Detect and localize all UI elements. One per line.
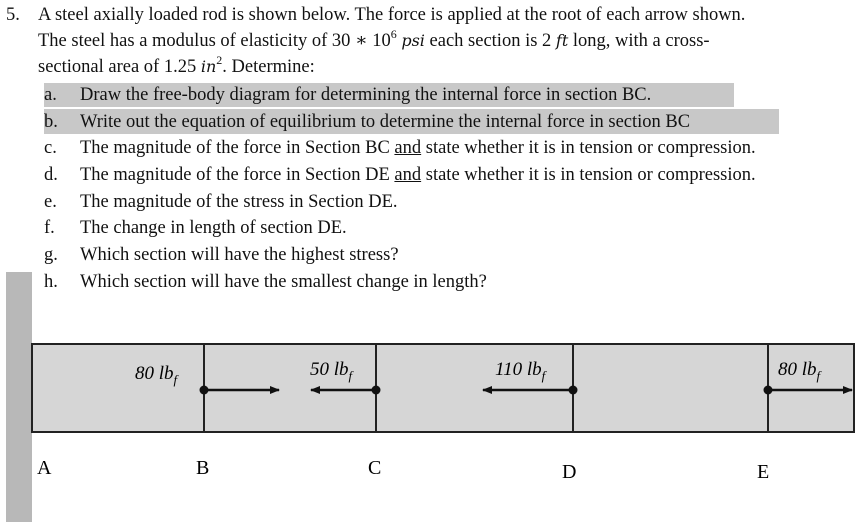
item-letter: h. (44, 272, 58, 292)
list-item-a (44, 82, 734, 107)
item-text: The magnitude of the force in Section BC and state whether it is in tension or compression. (80, 138, 756, 158)
list-item-b (44, 109, 779, 134)
item-letter: c. (44, 138, 57, 158)
area-exponent: 2 (216, 53, 223, 67)
item-text: Draw the free-body diagram for determining the internal force in section BC. (80, 85, 652, 105)
rod-body (32, 344, 854, 432)
point-label-c: C (368, 457, 382, 479)
force-label-b: 80 $lb_f$ (135, 363, 178, 387)
item-text: The magnitude of the force in Section DE and state whether it is in tension or compression. (80, 165, 756, 185)
item-text: The change in length of section DE. (80, 218, 347, 238)
modulus-exponent: 6 (390, 27, 397, 41)
point-label-b: B (196, 457, 210, 479)
modulus-text: The steel has a modulus of elasticity of 30 ∗ 10 (38, 31, 391, 51)
force-label-c: 50 $lb_f$ (310, 359, 353, 383)
rod-diagram (0, 272, 860, 522)
item-letter: f. (44, 218, 55, 238)
item-letter: d. (44, 165, 58, 185)
line-2-end: long, with a cross- (568, 31, 710, 51)
area-unit: in (200, 57, 217, 76)
item-text: Write out the equation of equilibrium to determine the internal force in section BC (80, 112, 691, 132)
problem-line-1: A steel axially loaded rod is shown below. The force is applied at the root of each arrow shown. (38, 5, 746, 25)
force-root-c (372, 386, 381, 395)
force-root-b (200, 386, 209, 395)
force-label-d: 110 $lb_f$ (495, 359, 546, 383)
item-letter: a. (44, 85, 57, 105)
point-label-a: A (37, 457, 52, 479)
area-text: sectional area of 1.25 (38, 57, 201, 77)
determine-text: . Determine: (222, 57, 315, 77)
wall-support (6, 272, 32, 522)
force-label-e: 80 $lb_f$ (778, 359, 821, 383)
problem-number: 5. (6, 5, 20, 25)
point-label-e: E (757, 461, 770, 483)
item-text: The magnitude of the stress in Section DE. (80, 192, 398, 212)
modulus-unit: psi (401, 31, 425, 50)
item-letter: e. (44, 192, 57, 212)
problem-line-2 (38, 28, 710, 55)
point-label-d: D (562, 461, 577, 483)
force-root-e (764, 386, 773, 395)
problem-line-3 (38, 54, 315, 81)
length-text: each section is 2 (424, 31, 556, 51)
force-root-d (569, 386, 578, 395)
item-text: Which section will have the smallest change in length? (80, 272, 487, 292)
item-text: Which section will have the highest stress? (80, 245, 399, 265)
item-letter: g. (44, 245, 58, 265)
item-letter: b. (44, 112, 58, 132)
length-unit: ft (555, 31, 569, 50)
